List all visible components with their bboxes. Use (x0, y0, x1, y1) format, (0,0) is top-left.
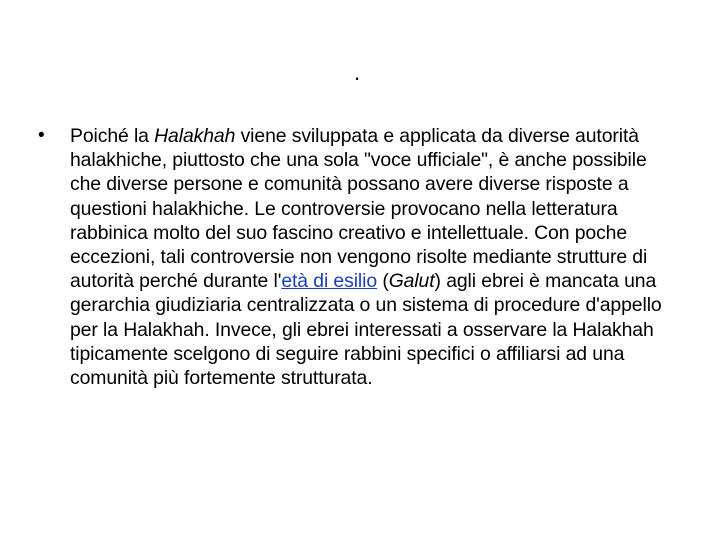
paragraph-text-part-3: ( (377, 270, 389, 293)
bullet-paragraph (70, 124, 678, 390)
slide-body (38, 124, 678, 390)
paragraph-text-part-2: viene sviluppata e applicata da diverse autorità halakhiche, piuttosto che una sola "voce ufficiale", è anche possibile che diverse persone e comunità possano avere diverse risposte a questioni halakhiche. Le controversie provocano nella letteratura rabbinica molto del suo fascino creativo e intellettuale. Con poche eccezioni, tali controversie non vengono risolte mediante strutture di autorità perché durante l' (70, 125, 648, 293)
halakhah-italic-term: Halakhah (154, 125, 236, 147)
bullet-marker: • (38, 125, 45, 146)
bullet-item (38, 124, 678, 390)
paragraph-text-part-1: Poiché la (70, 125, 155, 147)
galut-italic-term: Galut (388, 270, 435, 293)
eta-di-esilio-link[interactable]: età di esilio (281, 270, 378, 293)
slide-title: . (353, 60, 361, 85)
paragraph-text-part-4: ) agli ebrei è mancata una gerarchia giudiziaria centralizzata o un sistema di procedure d'appello per la Halakhah. Invece, gli ebrei interessati a osservare la Halakhah tipicamente scelgono di seguire rabbini specifici o affiliarsi ad una comunità più fortemente strutturata. (70, 270, 662, 390)
